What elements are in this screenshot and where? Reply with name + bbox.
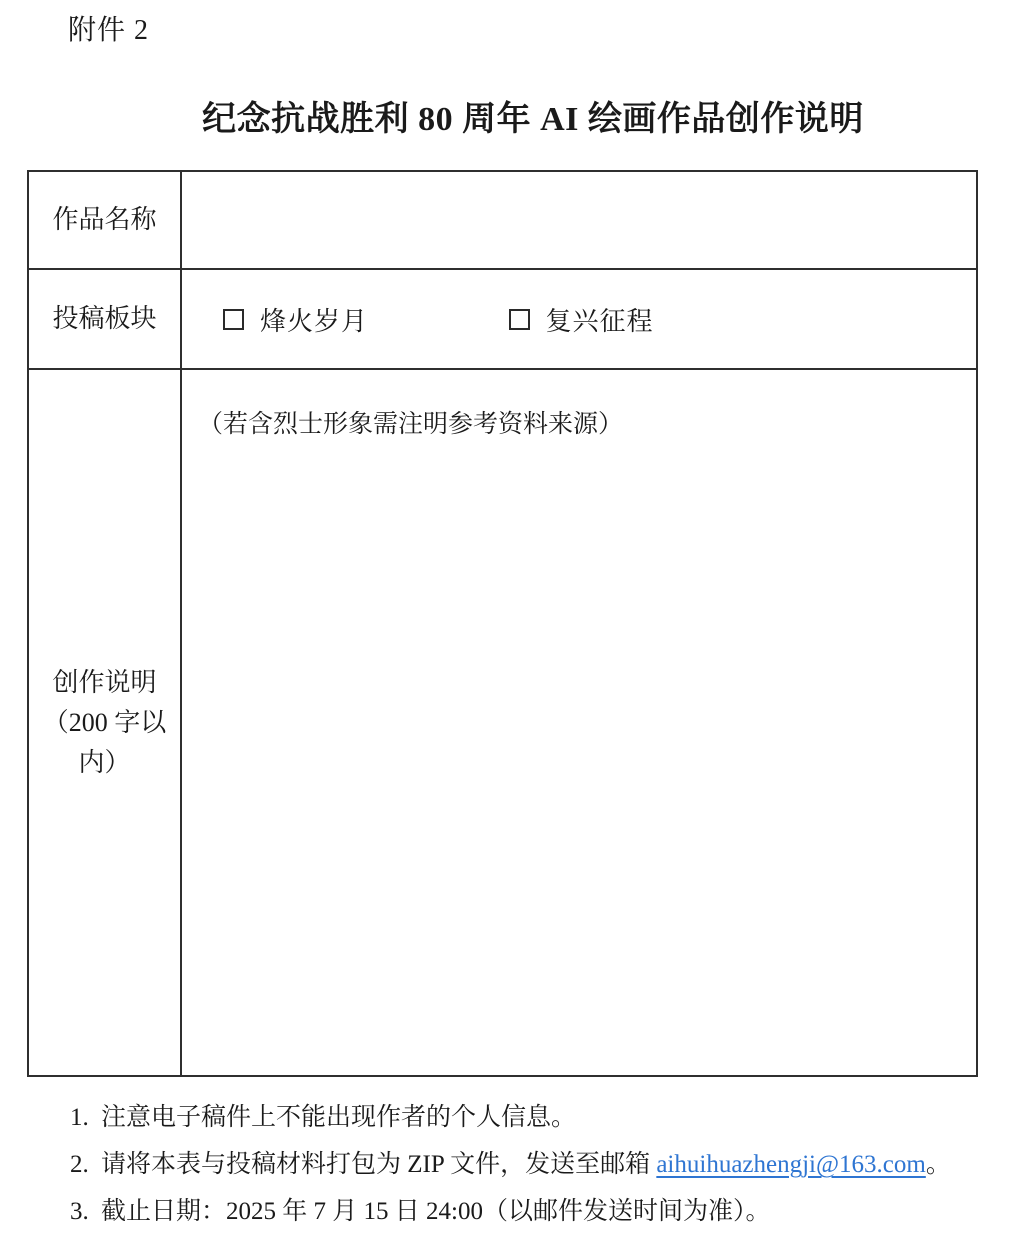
footnote-2-text-before: 请将本表与投稿材料打包为 ZIP 文件，发送至邮箱 [101, 1151, 657, 1178]
footnote-3-text: 截止日期：2025 年 7 月 15 日 24:00（以邮件发送时间为准）。 [101, 1198, 771, 1225]
description-value[interactable] [198, 443, 964, 1043]
description-label-line: （200 字以 [42, 707, 167, 737]
work-name-row [28, 171, 977, 269]
section-row [28, 269, 977, 369]
section-option-1-label: 烽火岁月 [260, 306, 369, 336]
footnote-1-number: 1. [70, 1104, 89, 1131]
footnote-list [70, 1094, 1024, 1235]
work-name-label: 作品名称 [28, 171, 181, 269]
page-title: 纪念抗战胜利 80 周年 AI 绘画作品创作说明 [202, 101, 864, 138]
submission-form-table [27, 170, 978, 1077]
footnote-2-number: 2. [70, 1151, 89, 1178]
attachment-label: 附件 2 [68, 15, 150, 46]
description-row [28, 369, 977, 1076]
section-option-1-checkbox-icon[interactable] [223, 309, 244, 330]
section-option-2-label: 复兴征程 [545, 306, 654, 336]
email-link[interactable]: aihuihuazhengji@163.com [656, 1151, 926, 1178]
footnote-3-number: 3. [70, 1198, 89, 1225]
description-hint: （若含烈士形象需注明参考资料来源） [198, 410, 624, 438]
footnote-2-text-after: 。 [925, 1151, 951, 1178]
footnote-item-2 [70, 1141, 1024, 1188]
footnote-1-text: 注意电子稿件上不能出现作者的个人信息。 [101, 1104, 577, 1131]
footnote-item-3 [70, 1188, 1024, 1235]
footnote-item-1 [70, 1094, 1024, 1141]
description-label-line: 创作说明 [52, 667, 157, 697]
section-option-2-checkbox-icon[interactable] [509, 309, 530, 330]
section-option-2 [509, 301, 654, 338]
description-label-line: 内） [78, 747, 131, 777]
description-label [28, 369, 181, 1076]
section-label: 投稿板块 [28, 269, 181, 369]
description-field[interactable] [181, 369, 977, 1076]
section-option-1 [223, 301, 368, 338]
section-options [181, 269, 977, 369]
work-name-field[interactable] [181, 171, 977, 269]
